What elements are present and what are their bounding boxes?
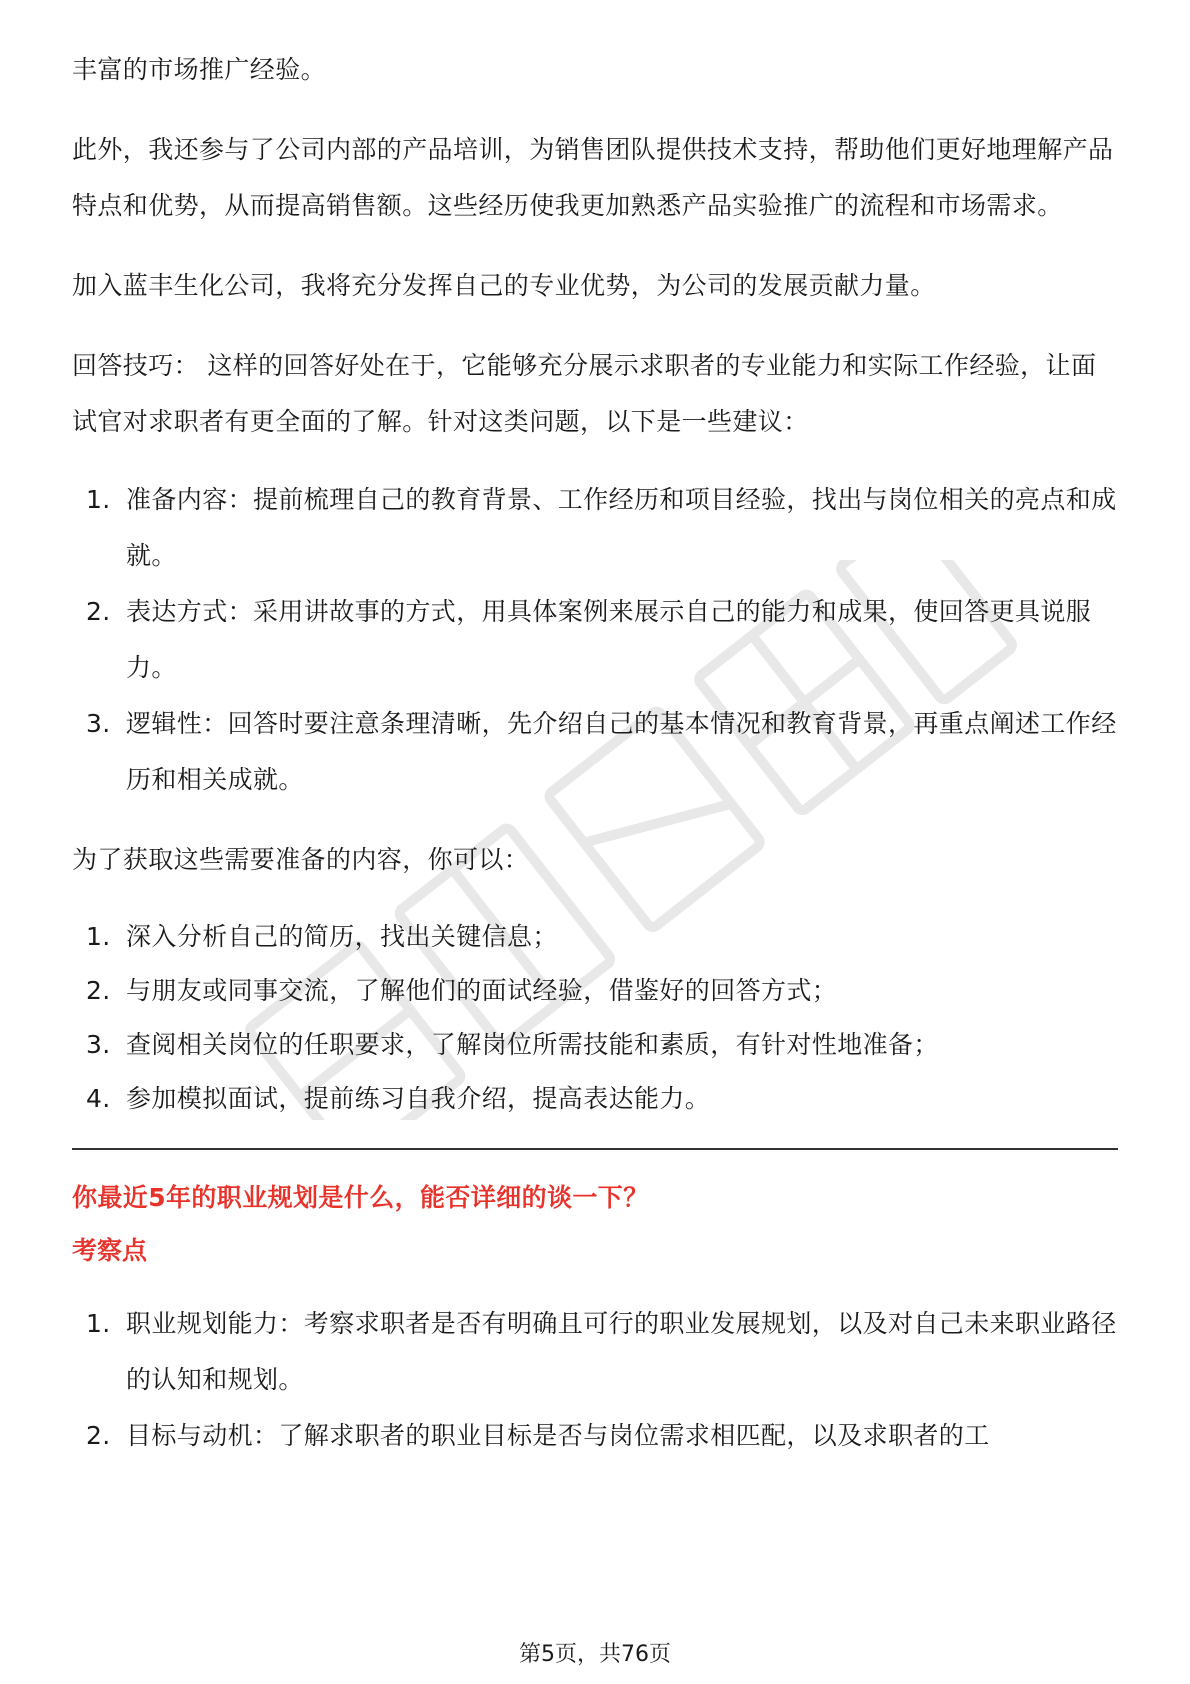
paragraph-intro-tail: 丰富的市场推广经验。 [72,55,327,84]
list-item: 2. 与朋友或同事交流，了解他们的面试经验，借鉴好的回答方式； [86,976,838,1005]
section-divider [72,1148,1118,1150]
list-item: 1. 深入分析自己的简历，找出关键信息； [86,922,558,951]
tips-list [72,472,1118,808]
list-item: 1. 职业规划能力：考察求职者是否有明确且可行的职业发展规划，以及对自己未来职业路径的认知和规划。 [86,1309,1117,1394]
page-footer: 第5页，共76页 [519,1642,671,1667]
question-subtitle: 考察点 [72,1236,148,1265]
list-item: 2. 目标与动机：了解求职者的职业目标是否与岗位需求相匹配，以及求职者的工 [86,1421,990,1450]
paragraph-join-company: 加入蓝丰生化公司，我将充分发挥自己的专业优势，为公司的发展贡献力量。 [72,271,936,300]
list-item: 4. 参加模拟面试，提前练习自我介绍，提高表达能力。 [86,1084,711,1113]
list-item: 3. 逻辑性：回答时要注意条理清晰，先介绍自己的基本情况和教育背景，再重点阐述工作经历和相关成就。 [86,709,1117,794]
paragraph-answer-tips: 回答技巧： 这样的回答好处在于，它能够充分展示求职者的专业能力和实际工作经验，让面试官对求职者有更全面的了解。针对这类问题，以下是一些建议： [72,351,1097,436]
assessment-points-list [72,1296,1118,1464]
main-content [72,42,1118,1464]
prep-steps-list [72,910,1118,1126]
list-item: 2. 表达方式：采用讲故事的方式，用具体案例来展示自己的能力和成果，使回答更具说服力。 [86,597,1092,682]
list-item: 1. 准备内容：提前梳理自己的教育背景、工作经历和项目经验，找出与岗位相关的亮点和成就。 [86,485,1117,570]
question-title: 你最近5年的职业规划是什么，能否详细的谈一下？ [72,1183,649,1212]
list-item: 3. 查阅相关岗位的任职要求，了解岗位所需技能和素质，有针对性地准备； [86,1030,939,1059]
paragraph-prep-intro: 为了获取这些需要准备的内容，你可以： [72,845,530,874]
paragraph-training: 此外，我还参与了公司内部的产品培训，为销售团队提供技术支持，帮助他们更好地理解产品特点和优势，从而提高销售额。这些经历使我更加熟悉产品实验推广的流程和市场需求。 [72,135,1114,220]
